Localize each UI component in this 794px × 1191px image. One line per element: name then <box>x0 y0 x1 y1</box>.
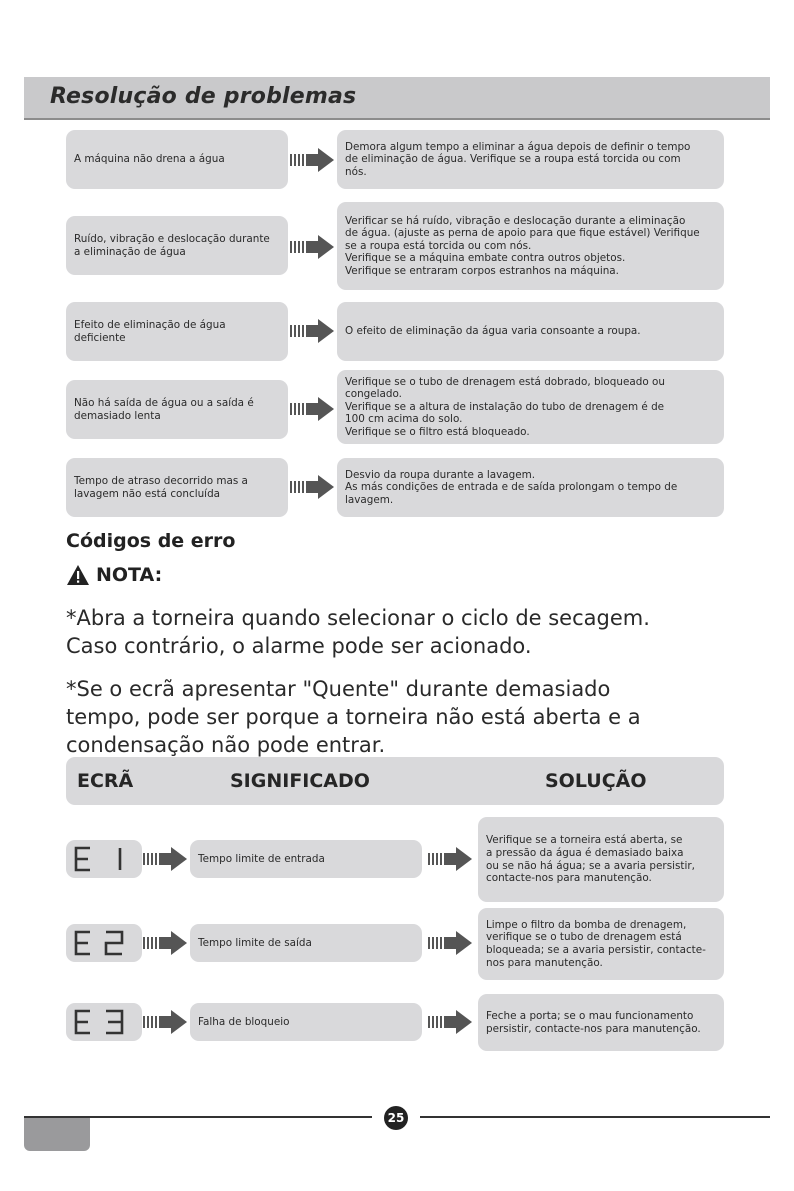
footer-tab <box>24 1118 90 1151</box>
nota-label: NOTA: <box>96 564 163 586</box>
problem-box <box>66 302 288 361</box>
arrow-icon <box>143 1007 189 1037</box>
error-table-header <box>66 757 724 805</box>
column-header-meaning: SIGNIFICADO <box>230 770 370 792</box>
error-code-display <box>66 840 142 878</box>
error-meaning: Tempo limite de entrada <box>190 840 422 878</box>
problem-box <box>66 130 288 189</box>
note-paragraph: *Abra a torneira quando selecionar o ciclo de secagem. Caso contrário, o alarme pode ser acionado. <box>66 606 650 658</box>
solution-box <box>337 302 724 361</box>
solution-text: Verifique se o tubo de drenagem está dobrado, bloqueado ou congelado. Verifique se a altura de instalação do tubo de drenagem é de 100 cm acima do solo. Verifique se o filtro está bloqueado. <box>345 375 665 438</box>
arrow-icon <box>143 928 189 958</box>
arrow-icon <box>290 145 336 175</box>
arrow-icon <box>428 928 474 958</box>
arrow-icon <box>428 1007 474 1037</box>
solution-text: Demora algum tempo a eliminar a água depois de definir o tempo de eliminação de água. Verifique se a roupa está torcida ou com nós. <box>345 140 691 178</box>
column-header-screen: ECRÃ <box>77 770 134 792</box>
error-solution: Verifique se a torneira está aberta, se a pressão da água é demasiado baixa ou se não há água; se a avaria persistir, contacte-nos para manutenção. <box>478 817 724 902</box>
error-code-display <box>66 1003 142 1041</box>
header-divider <box>24 118 770 120</box>
error-solution: Limpe o filtro da bomba de drenagem, verifique se o tubo de drenagem está bloqueada; se a avaria persistir, contacte- nos para manutenção. <box>478 908 724 980</box>
solution-box <box>337 370 724 444</box>
arrow-icon <box>290 316 336 346</box>
section-header <box>24 77 770 118</box>
problem-text: Ruído, vibração e deslocação durante a eliminação de água <box>74 232 270 258</box>
seven-segment-icon <box>66 924 142 962</box>
problem-box <box>66 380 288 439</box>
error-meaning: Falha de bloqueio <box>190 1003 422 1041</box>
solution-text: O efeito de eliminação da água varia consoante a roupa. <box>345 325 641 338</box>
solution-text: Desvio da roupa durante a lavagem. As más condições de entrada e de saída prolongam o tempo de lavagem. <box>345 468 678 506</box>
arrow-icon <box>290 394 336 424</box>
error-code-display <box>66 924 142 962</box>
problem-box <box>66 216 288 275</box>
arrow-icon <box>290 472 336 502</box>
solution-box <box>337 458 724 517</box>
error-solution: Feche a porta; se o mau funcionamento persistir, contacte-nos para manutenção. <box>478 994 724 1051</box>
arrow-icon <box>143 844 189 874</box>
column-header-solution: SOLUÇÃO <box>545 770 647 792</box>
arrow-icon <box>428 844 474 874</box>
error-codes-title: Códigos de erro <box>66 530 236 552</box>
solution-box <box>337 130 724 189</box>
problem-text: Tempo de atraso decorrido mas a lavagem não está concluída <box>74 474 248 500</box>
footer-divider <box>420 1116 770 1118</box>
page-number: 25 <box>384 1106 408 1130</box>
seven-segment-icon <box>66 1003 142 1041</box>
arrow-icon <box>290 232 336 262</box>
problem-box <box>66 458 288 517</box>
warning-icon <box>66 564 90 586</box>
note-paragraph: *Se o ecrã apresentar "Quente" durante demasiado tempo, pode ser porque a torneira não está aberta e a condensação não pode entrar. <box>66 677 641 757</box>
problem-text: A máquina não drena a água <box>74 153 225 166</box>
seven-segment-icon <box>66 840 142 878</box>
error-meaning: Tempo limite de saída <box>190 924 422 962</box>
problem-text: Não há saída de água ou a saída é demasiado lenta <box>74 396 254 422</box>
problem-text: Efeito de eliminação de água deficiente <box>74 318 226 344</box>
solution-text: Verificar se há ruído, vibração e deslocação durante a eliminação de água. (ajuste as perna de apoio para que fique estável) Verifique se a roupa está torcida ou com nós. Verifique se a máquina embate contra outros objetos. Verifique se entraram corpos estranhos na máquina. <box>345 214 700 277</box>
page-title: Resolução de problemas <box>50 84 357 109</box>
nota-heading <box>66 564 162 586</box>
solution-box <box>337 202 724 290</box>
